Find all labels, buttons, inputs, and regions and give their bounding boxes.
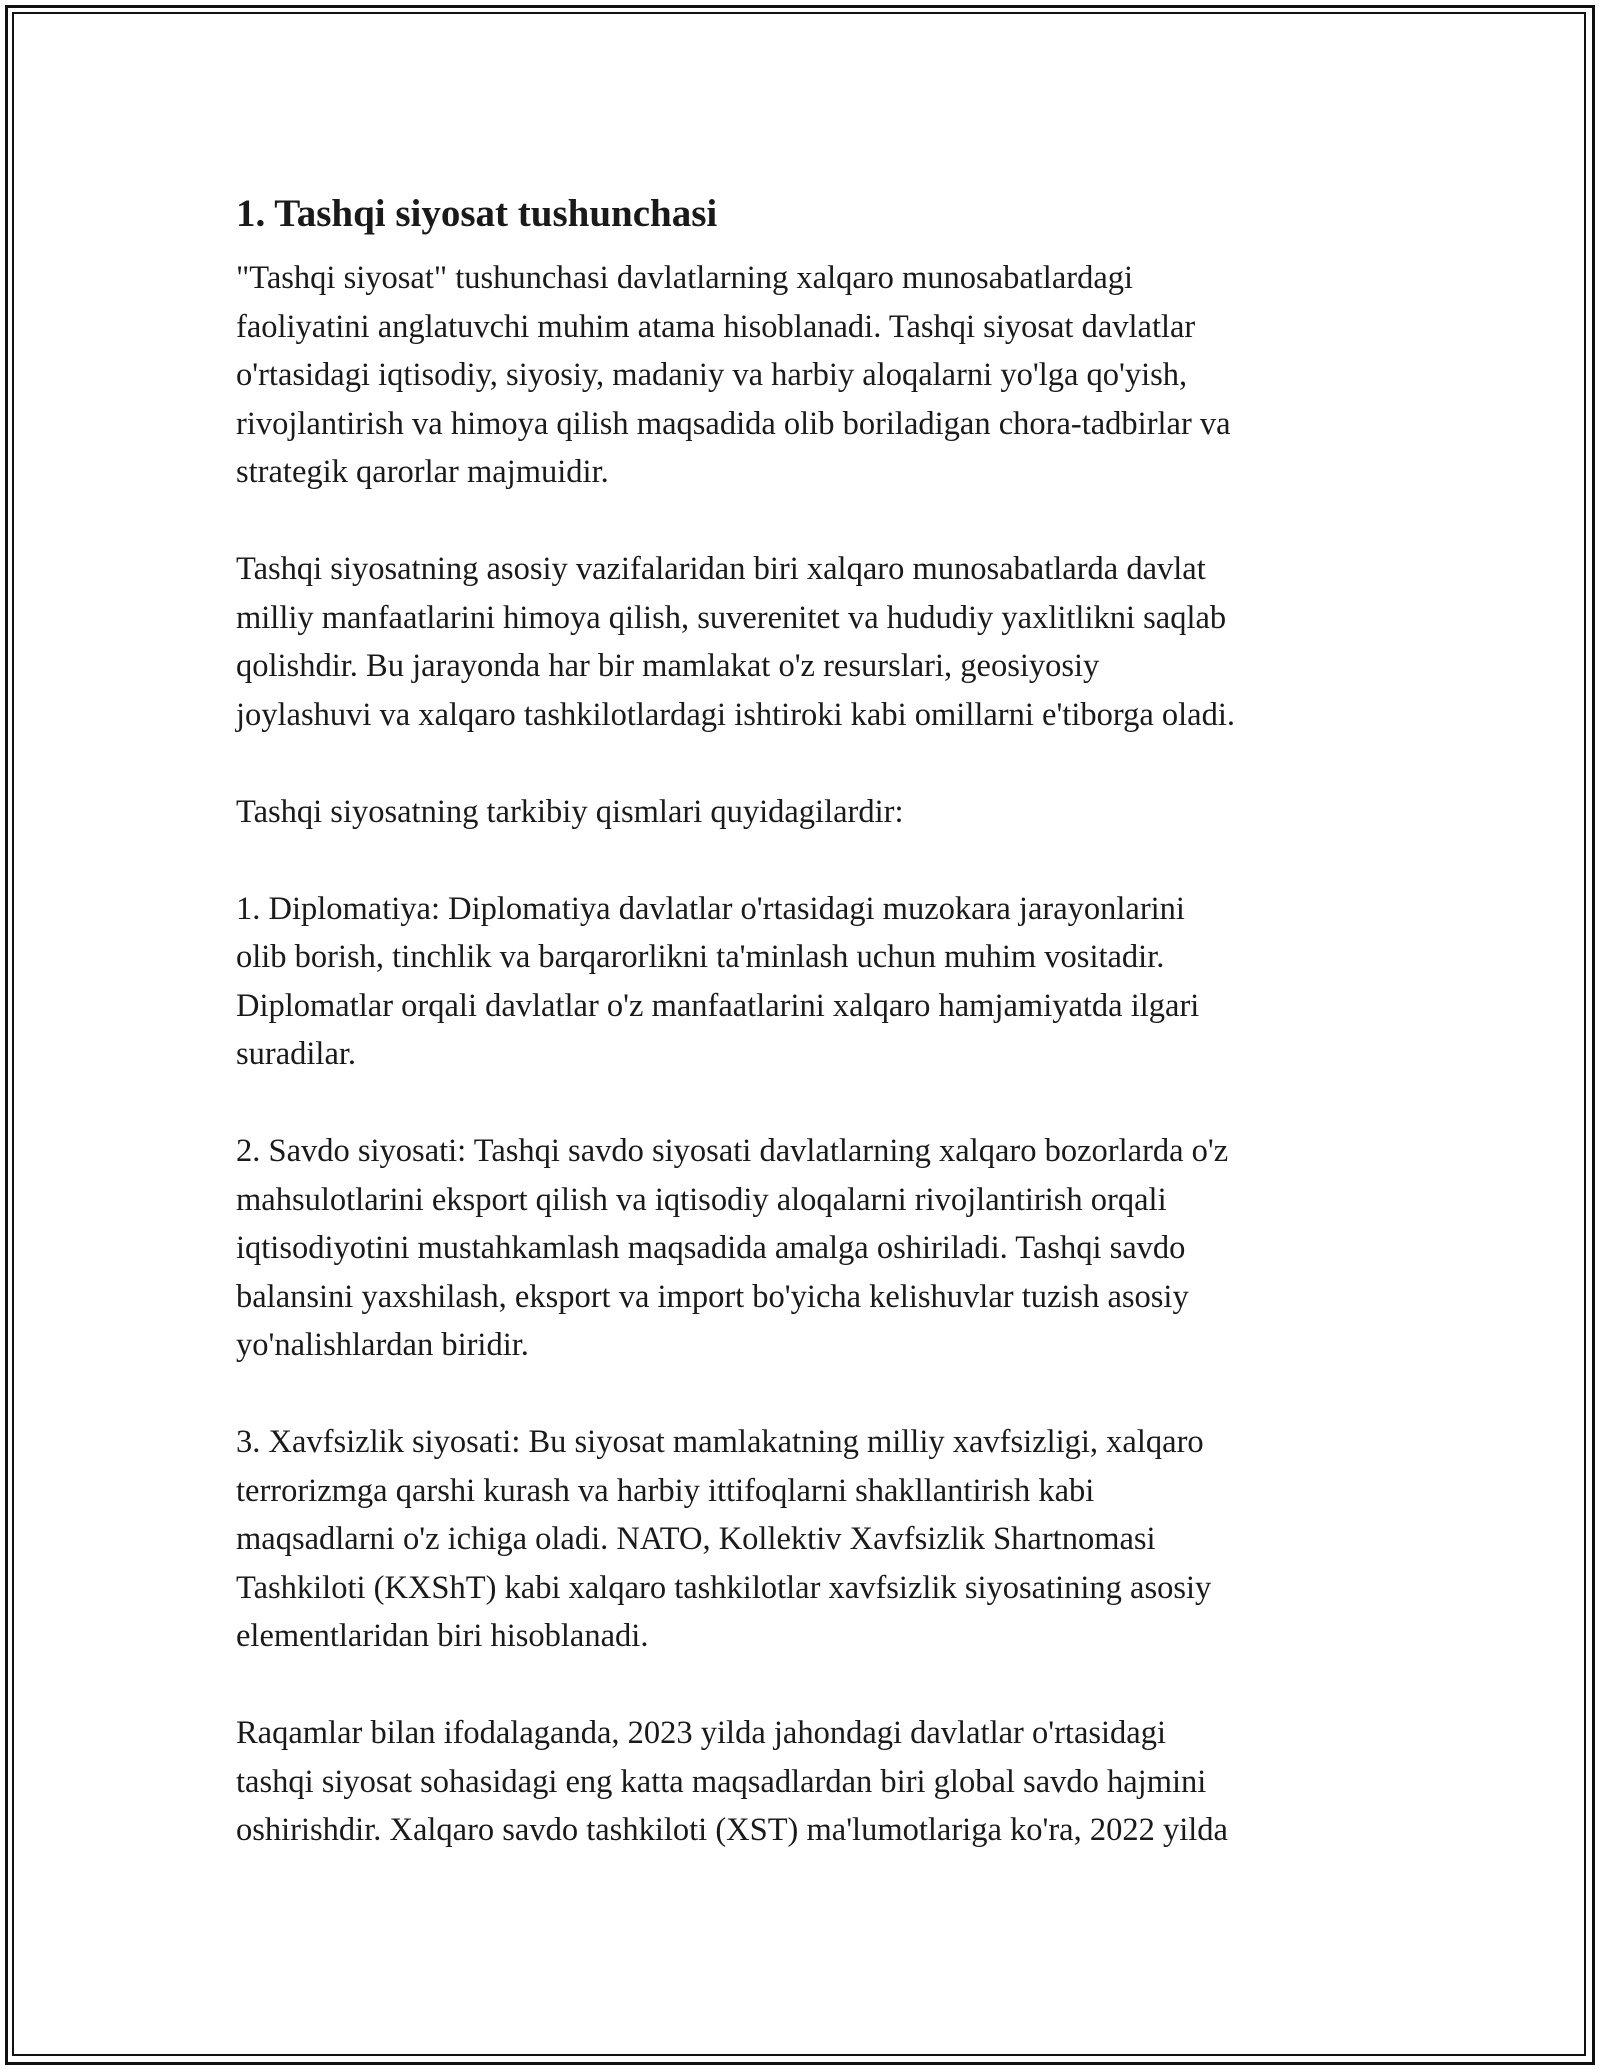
paragraph-statistics bbox=[236, 1709, 1386, 1855]
document-body bbox=[236, 186, 1386, 1903]
text-line: elementlaridan biri hisoblanadi. bbox=[236, 1618, 649, 1654]
text-line: yo'nalishlardan biridir. bbox=[236, 1327, 529, 1363]
paragraph-definition bbox=[236, 254, 1386, 497]
text-line: 1. Diplomatiya: Diplomatiya davlatlar o'rtasidagi muzokara jarayonlarini bbox=[236, 890, 1185, 927]
text-line: Tashqi siyosatning tarkibiy qismlari quyidagilardir: bbox=[236, 793, 904, 830]
paragraph-security-policy bbox=[236, 1418, 1386, 1661]
text-line: mahsulotlarini eksport qilish va iqtisodiy aloqalarni rivojlantirish orqali bbox=[236, 1181, 1167, 1218]
section-title: 1. Tashqi siyosat tushunchasi bbox=[236, 192, 718, 235]
text-line: maqsadlarni o'z ichiga oladi. NATO, Kollektiv Xavfsizlik Shartnomasi bbox=[236, 1521, 1156, 1557]
text-line: Tashqi siyosatning asosiy vazifalaridan biri xalqaro munosabatlarda davlat bbox=[236, 551, 1206, 587]
text-line: tashqi siyosat sohasidagi eng katta maqsadlardan biri global savdo hajmini bbox=[236, 1763, 1207, 1800]
text-line: balansini yaxshilash, eksport va import bo'yicha kelishuvlar tuzish asosiy bbox=[236, 1278, 1189, 1315]
text-line: olib borish, tinchlik va barqarorlikni ta'minlash uchun muhim vositadir. bbox=[236, 939, 1165, 975]
text-line: Diplomatlar orqali davlatlar o'z manfaatlarini xalqaro hamjamiyatda ilgari bbox=[236, 987, 1200, 1024]
text-line: suradilar. bbox=[236, 1036, 357, 1072]
text-line: iqtisodiyotini mustahkamlash maqsadida amalga oshiriladi. Tashqi savdo bbox=[236, 1230, 1186, 1266]
text-line: 2. Savdo siyosati: Tashqi savdo siyosati davlatlarning xalqaro bozorlarda o'z bbox=[236, 1133, 1229, 1169]
text-line: 3. Xavfsizlik siyosati: Bu siyosat mamlakatning milliy xavfsizligi, xalqaro bbox=[236, 1424, 1204, 1460]
text-line: oshirishdir. Xalqaro savdo tashkiloti (XST) ma'lumotlariga ko'ra, 2022 yilda bbox=[236, 1812, 1228, 1848]
text-line: o'rtasidagi iqtisodiy, siyosiy, madaniy va harbiy aloqalarni yo'lga qo'yish, bbox=[236, 357, 1188, 393]
paragraph-trade-policy bbox=[236, 1127, 1386, 1370]
text-line: "Tashqi siyosat" tushunchasi davlatlarning xalqaro munosabatlardagi bbox=[236, 260, 1134, 296]
text-line: strategik qarorlar majmuidir. bbox=[236, 454, 609, 490]
text-line: joylashuvi va xalqaro tashkilotlardagi ishtiroki kabi omillarni e'tiborga oladi. bbox=[236, 696, 1236, 733]
text-line: terrorizmga qarshi kurash va harbiy ittifoqlarni shakllantirish kabi bbox=[236, 1472, 1095, 1509]
text-line: faoliyatini anglatuvchi muhim atama hisoblanadi. Tashqi siyosat davlatlar bbox=[236, 308, 1196, 345]
text-line: Raqamlar bilan ifodalaganda, 2023 yilda jahondagi davlatlar o'rtasidagi bbox=[236, 1715, 1166, 1751]
paragraph-components-intro bbox=[236, 788, 1386, 837]
text-line: rivojlantirish va himoya qilish maqsadida olib boriladigan chora-tadbirlar va bbox=[236, 405, 1231, 442]
text-line: qolishdir. Bu jarayonda har bir mamlakat o'z resurslari, geosiyosiy bbox=[236, 648, 1100, 684]
text-line: milliy manfaatlarini himoya qilish, suverenitet va hududiy yaxlitlikni saqlab bbox=[236, 599, 1227, 636]
paragraph-diplomacy bbox=[236, 885, 1386, 1079]
paragraph-main-tasks bbox=[236, 545, 1386, 739]
text-line: Tashkiloti (KXShT) kabi xalqaro tashkilotlar xavfsizlik siyosatining asosiy bbox=[236, 1569, 1212, 1606]
